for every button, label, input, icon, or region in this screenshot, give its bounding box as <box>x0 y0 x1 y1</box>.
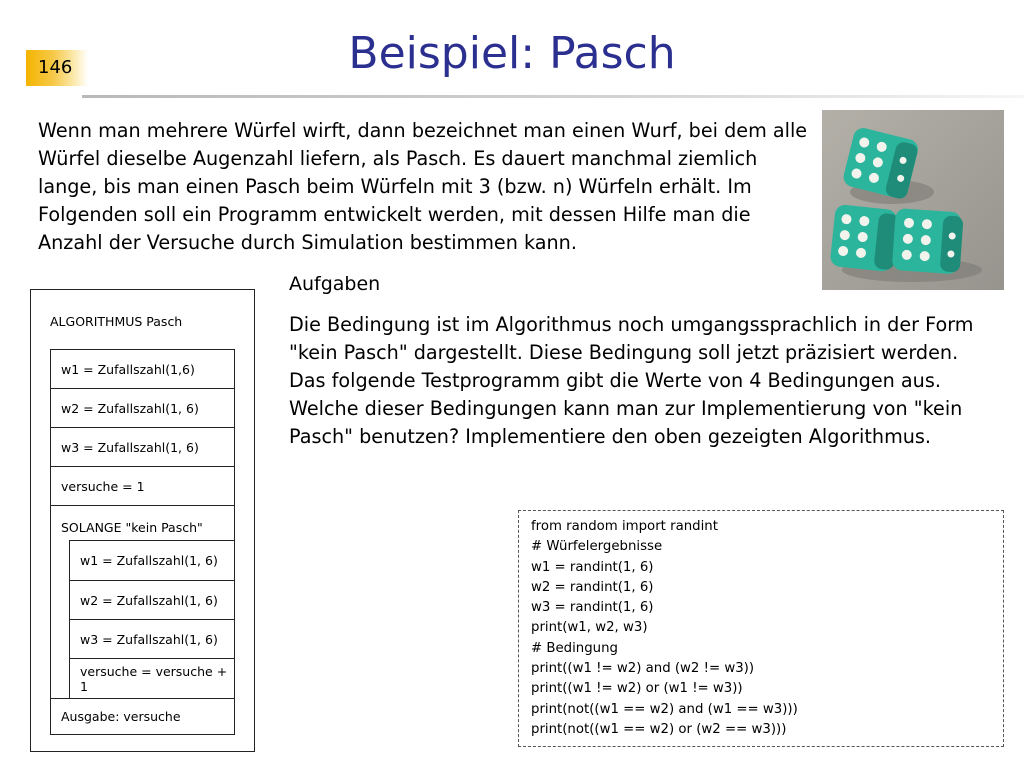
tasks-heading: Aufgaben <box>289 273 381 295</box>
code-line: print(not((w1 == w2) or (w2 == w3))) <box>531 721 787 737</box>
dice-photo <box>822 110 1004 290</box>
die-bottom-right <box>892 208 964 275</box>
algorithm-loop: SOLANGE "kein Pasch" <box>50 505 235 699</box>
algorithm-loop-step: w1 = Zufallszahl(1, 6) <box>69 540 235 581</box>
tasks-paragraph: Die Bedingung ist im Algorithmus noch umgangssprachlich in der Form "kein Pasch" dargestellt. Diese Bedingung soll jetzt präzisiert werden. Das folgende Testprogramm gibt die Werte von 4 Bedingungen aus. Welche dieser Bedingungen kann man zur Implementierung von "kein Pasch" benutzen? Implementiere den oben gezeigten Algorithmus. <box>289 313 974 448</box>
algorithm-step: versuche = 1 <box>50 466 235 506</box>
code-line: print(w1, w2, w3) <box>531 620 648 636</box>
algorithm-step: w2 = Zufallszahl(1, 6) <box>50 388 235 428</box>
algorithm-step: w3 = Zufallszahl(1, 6) <box>50 427 235 467</box>
code-line: # Würfelergebnisse <box>531 539 663 555</box>
algorithm-step: w1 = Zufallszahl(1,6) <box>50 349 235 389</box>
code-line: print((w1 != w2) or (w1 != w3)) <box>531 681 743 697</box>
code-line: print(not((w1 == w2) and (w1 == w3))) <box>531 701 798 717</box>
die-bottom-left <box>830 204 900 272</box>
code-line: print((w1 != w2) and (w2 != w3)) <box>531 661 755 677</box>
page-number-badge: 146 <box>26 50 88 86</box>
code-line: # Bedingung <box>531 640 618 656</box>
title-divider <box>82 95 1024 98</box>
intro-paragraph: Wenn man mehrere Würfel wirft, dann bezeichnet man einen Wurf, bei dem alle Würfel dieselbe Augenzahl liefern, als Pasch. Es dauert manchmal ziemlich lange, bis man einen Pasch beim Würfeln mit 3 (bzw. n) Würfeln erhält. Im Folgenden soll ein Programm entwickelt werden, mit dessen Hilfe man die Anzahl der Versuche durch Simulation bestimmen kann. <box>38 119 808 254</box>
algorithm-loop-step: w3 = Zufallszahl(1, 6) <box>69 619 235 659</box>
code-listing <box>518 510 1004 747</box>
algorithm-output: Ausgabe: versuche <box>50 698 235 735</box>
slide-title: Beispiel: Pasch <box>348 28 676 79</box>
algorithm-loop-step: w2 = Zufallszahl(1, 6) <box>69 580 235 620</box>
code-line: w2 = randint(1, 6) <box>531 579 654 595</box>
algorithm-title: ALGORITHMUS Pasch <box>50 314 183 329</box>
code-line: from random import randint <box>531 519 718 534</box>
code-line: w3 = randint(1, 6) <box>531 600 654 616</box>
code-line: w1 = randint(1, 6) <box>531 559 654 575</box>
algorithm-loop-step: versuche = versuche + 1 <box>69 658 235 699</box>
